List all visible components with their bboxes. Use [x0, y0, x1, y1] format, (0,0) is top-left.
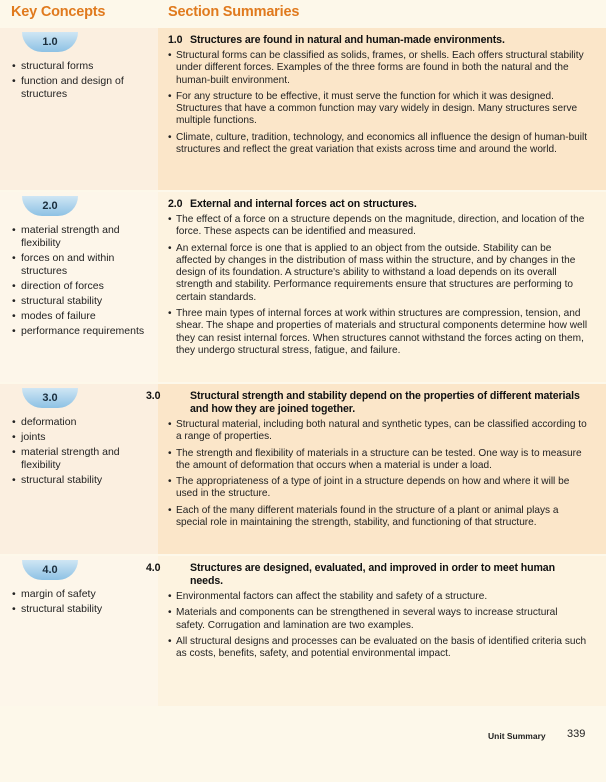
concept-item: • structural stability — [12, 295, 158, 308]
summary-point: • The strength and flexibility of materials in a structure can be tested. One way is to measure the amount of deformation that occurs when a material is under a load. — [168, 448, 588, 473]
concept-item: • direction of forces — [12, 280, 158, 293]
concept-item: • forces on and within structures — [12, 252, 158, 278]
key-concepts-heading: Key Concepts — [11, 4, 106, 20]
summary-number: 1.0 — [168, 34, 183, 46]
summary-title-text: Structures are designed, evaluated, and improved in order to meet human needs. — [190, 562, 555, 587]
section-1 — [0, 28, 606, 190]
concept-item: • deformation — [12, 416, 158, 429]
section-badge: 4.0 — [22, 560, 78, 580]
summary-title-text: Structures are found in natural and human-made environments. — [190, 34, 505, 46]
summary-number: 4.0 — [146, 562, 161, 574]
summary-point: • Structural forms can be classified as solids, frames, or shells. Each offers structural stability under different forces. Examples of the three forms are found in both the natural and the human-built environment. — [168, 50, 588, 87]
concept-item: • modes of failure — [12, 310, 158, 323]
section-summaries-heading: Section Summaries — [168, 4, 300, 20]
summary-points — [168, 419, 588, 529]
concept-item: • joints — [12, 431, 158, 444]
summary-column — [146, 556, 588, 664]
concept-item: • material strength and flexibility — [12, 224, 158, 250]
key-concepts-column — [0, 556, 158, 706]
summary-point: • Three main types of internal forces at work within structures are compression, tension, and shear. The shape and properties of materials and structural components determine how well they can resist internal forces. When structures cannot withstand the forces acting on them, they undergo structural stress, fatigue, and failure. — [168, 308, 588, 357]
key-concepts-list — [12, 588, 158, 618]
concept-item: • material strength and flexibility — [12, 446, 158, 472]
summary-column — [146, 384, 588, 533]
summary-point: • Climate, culture, tradition, technology, and economics all influence the design of human-built structures and reflect the great variation that exists across time and around the world. — [168, 132, 588, 157]
key-concepts-column — [0, 384, 158, 554]
summary-column — [168, 192, 588, 361]
section-2 — [0, 192, 606, 382]
summary-title-text: Structural strength and stability depend on the properties of different materials and how they are joined together. — [190, 390, 580, 415]
summary-points — [168, 591, 588, 660]
key-concepts-list — [12, 224, 158, 340]
concept-item: • structural stability — [12, 603, 158, 616]
concept-item: • function and design of structures — [12, 75, 158, 101]
summary-column — [168, 28, 588, 160]
concept-item: • structural stability — [12, 474, 158, 487]
summary-title — [168, 198, 588, 211]
summary-point: • The appropriateness of a type of joint in a structure depends on how and where it will be used in the structure. — [168, 476, 588, 501]
summary-title — [168, 34, 588, 47]
summary-point: • Structural material, including both natural and synthetic types, can be classified according to a range of properties. — [168, 419, 588, 444]
key-concepts-list — [12, 60, 158, 103]
summary-point: • For any structure to be effective, it must serve the function for which it was designed. Structures that have a common function may vary widely in design. Many structures serve multiple functions. — [168, 91, 588, 128]
section-4 — [0, 556, 606, 706]
summary-point: • Each of the many different materials found in the structure of a plant or animal plays a special role in maintaining the strength, stability, and functioning of that structure. — [168, 505, 588, 530]
key-concepts-column — [0, 28, 158, 190]
summary-points — [168, 50, 588, 156]
key-concepts-list — [12, 416, 158, 489]
summary-number: 2.0 — [168, 198, 183, 210]
key-concepts-column — [0, 192, 158, 382]
summary-title — [146, 390, 588, 416]
summary-point: • An external force is one that is applied to an object from the outside. Stability can be affected by changes in the distribution of mass within the structure, and by changes in the design of its foundation. A structure's ability to withstand a load depends on its overall strength and stability. Performance requirements ensure that structures are performing to certain standards. — [168, 243, 588, 304]
concept-item: • margin of safety — [12, 588, 158, 601]
section-badge: 3.0 — [22, 388, 78, 408]
summary-point: • All structural designs and processes can be evaluated on the basis of identified criteria such as costs, benefits, safety, and potential environmental impact. — [168, 636, 588, 661]
section-3 — [0, 384, 606, 554]
page-number: 339 — [567, 728, 586, 740]
summary-title — [146, 562, 588, 588]
footer-label: Unit Summary — [488, 731, 546, 741]
concept-item: • performance requirements — [12, 325, 158, 338]
summary-point: • Environmental factors can affect the stability and safety of a structure. — [168, 591, 588, 603]
concept-item: • structural forms — [12, 60, 158, 73]
summary-point: • Materials and components can be strengthened in several ways to increase structural safety. Corrugation and lamination are two examples. — [168, 607, 588, 632]
column-headers — [0, 0, 606, 26]
summary-title-text: External and internal forces act on structures. — [190, 198, 417, 210]
summary-number: 3.0 — [146, 390, 161, 402]
summary-point: • The effect of a force on a structure depends on the magnitude, direction, and location of the force. These aspects can be identified and measured. — [168, 214, 588, 239]
summary-points — [168, 214, 588, 357]
section-badge: 2.0 — [22, 196, 78, 216]
section-badge: 1.0 — [22, 32, 78, 52]
